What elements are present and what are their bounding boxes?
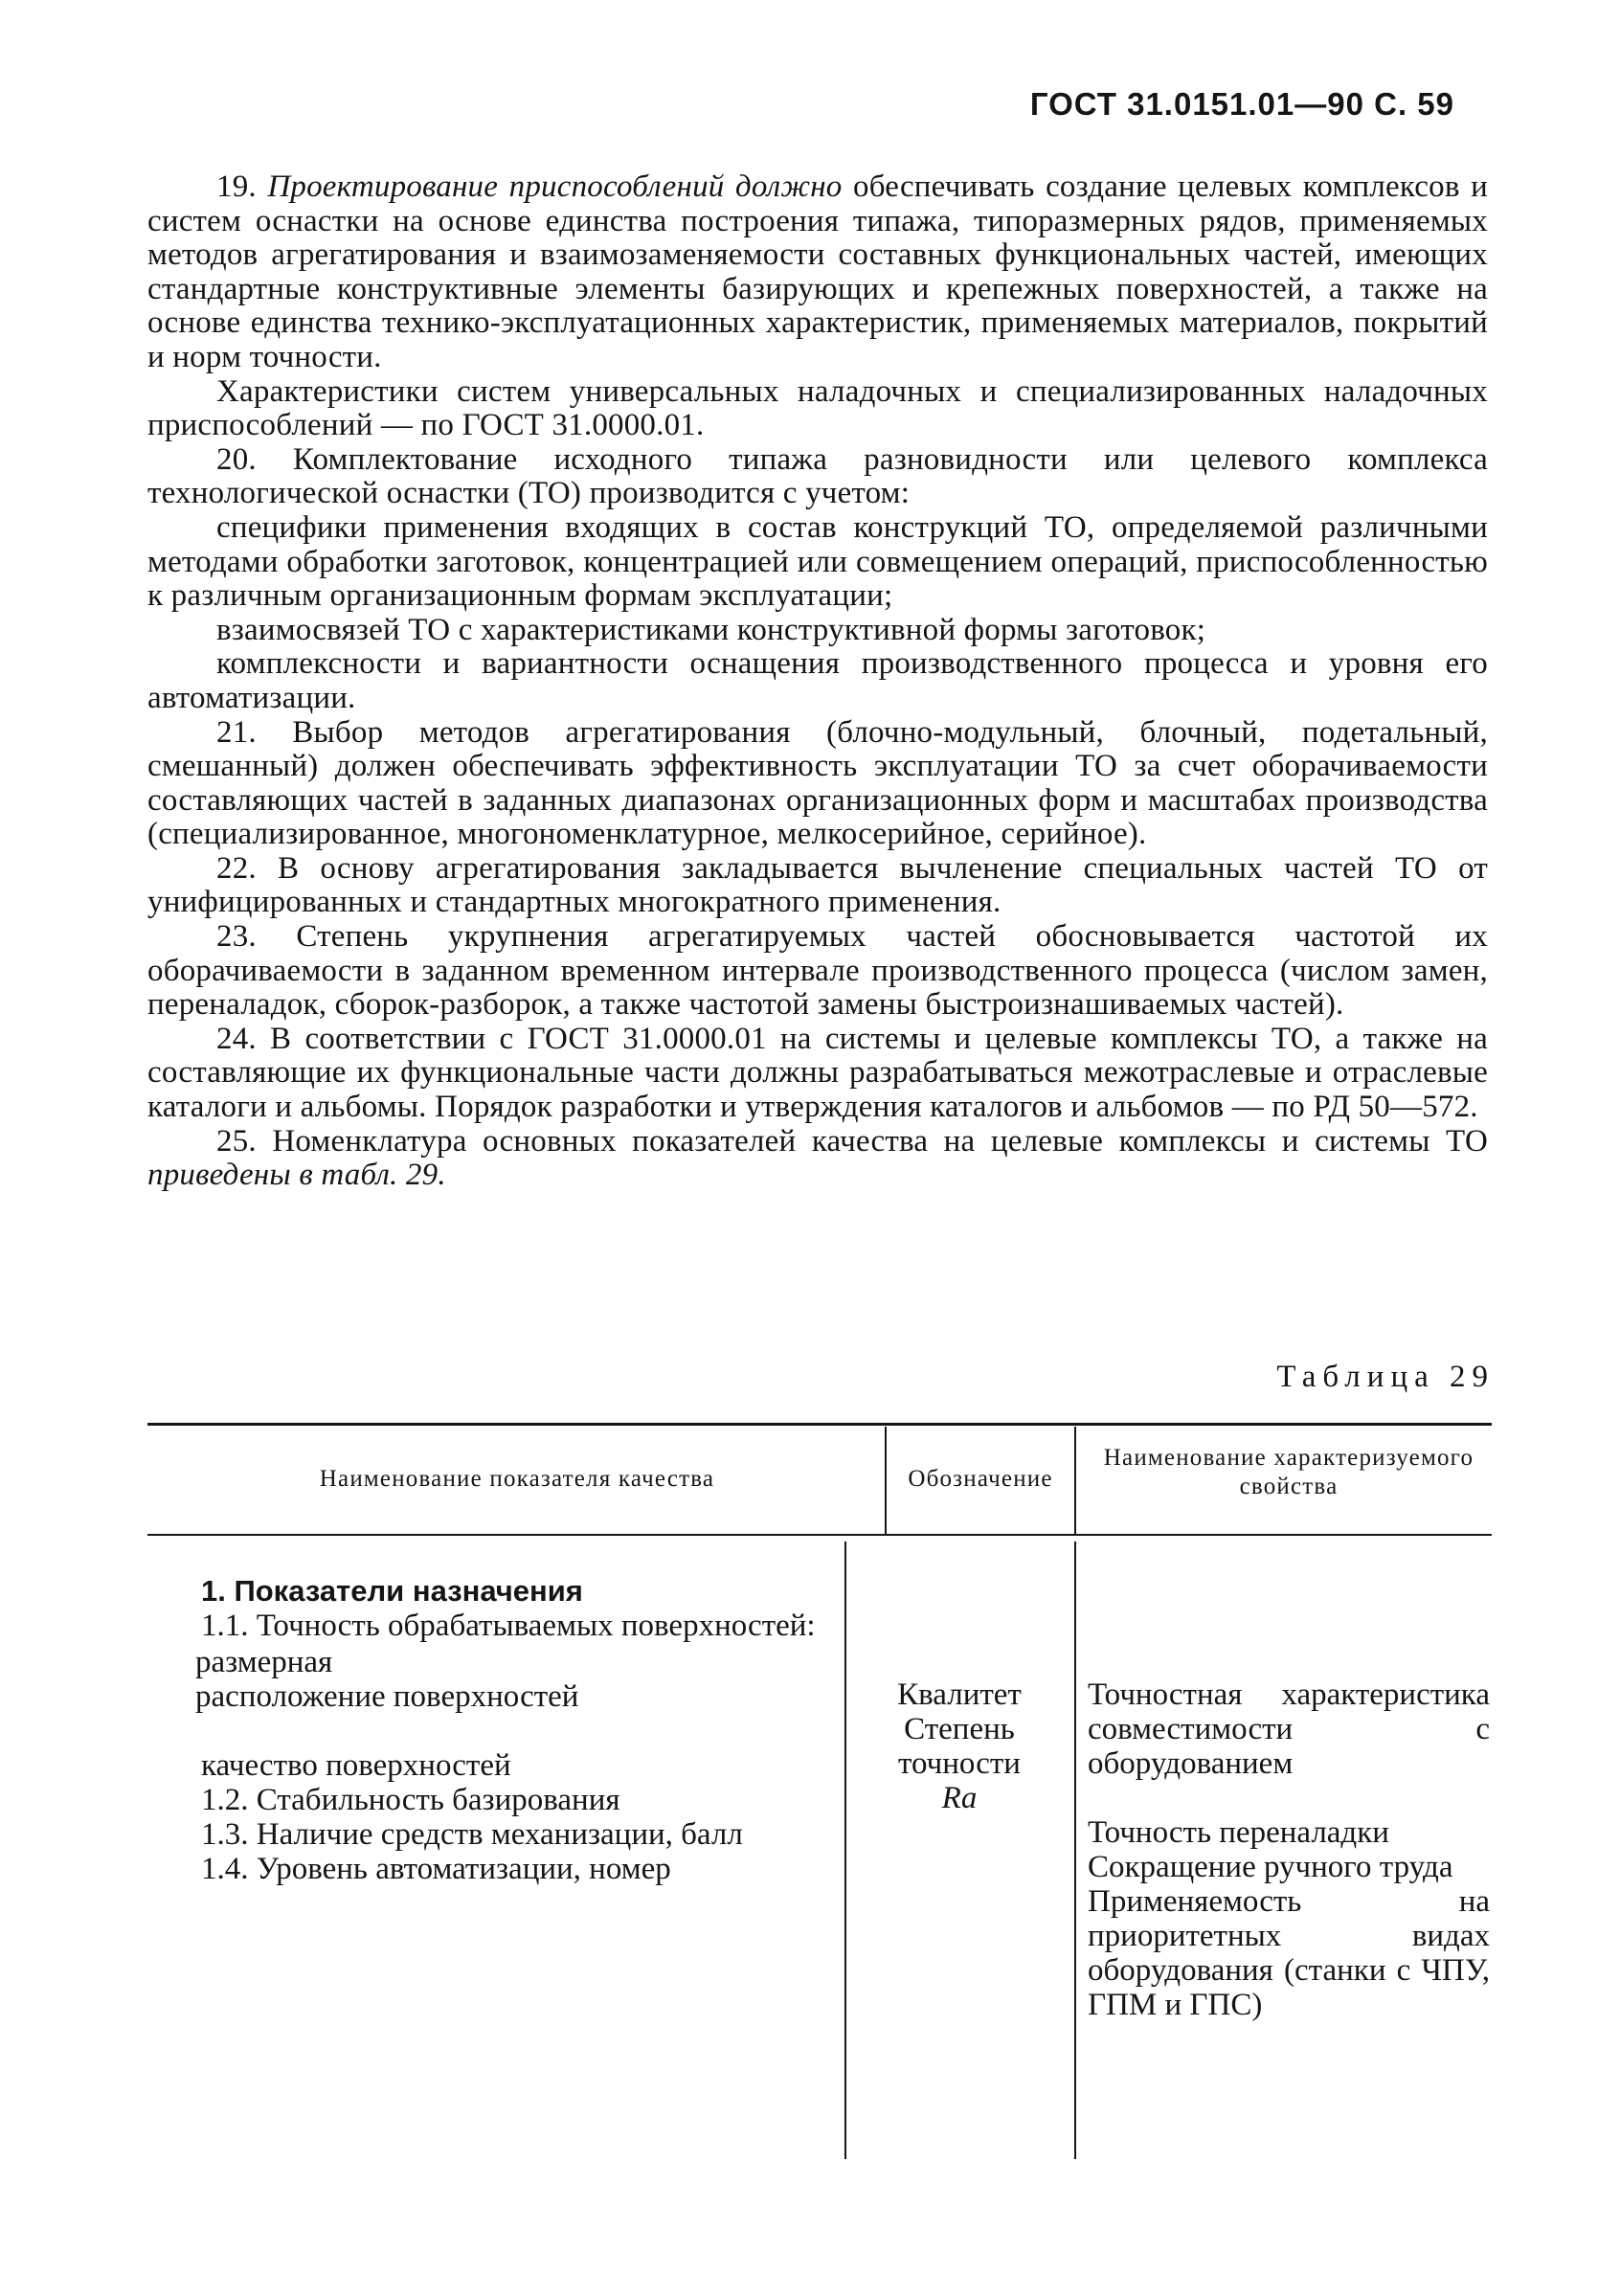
body-text [147,170,1488,1193]
row-1-3: 1.3. Наличие средств механизации, балл [201,1817,743,1852]
row-dimensional: размерная [195,1645,333,1679]
table-col-designation [846,1677,1072,1815]
row-1-2: 1.2. Стабильность базирования [201,1783,620,1817]
paragraph-20-item-1: специфики применения входящих в состав конструкций ТО, определяемой различными методами обработки заготовок, концентрацией или совмещением операций, приспособленностью к различным организационным формам эксплуатации; [147,509,1488,614]
page-header: ГОСТ 31.0151.01—90 С. 59 [1029,86,1454,122]
paragraph-25: 25. Номенклатура основных показателей качества на целевые комплексы и системы ТО приведены в табл. 29. [147,1123,1488,1193]
property-manual-labor-reduction: Сокращение ручного труда [1088,1850,1453,1884]
section-purpose-indicators: 1. Показатели назначения [201,1574,583,1608]
paragraph-23: 23. Степень укрупнения агрегатируемых частей обосновывается частотой их оборачиваемости в заданном временном интервале производственного процесса (числом замен, переналадок, сборок-разборок, а также частотой замены быстроизнашиваемых частей). [147,919,1488,1023]
p19-text: 19. Проектирование приспособлений должно обеспечивать создание целевых комплексов и систем оснастки на основе единства построения типажа, типоразмерных рядов, применяемых методов агрегатирования и взаимозаменяемости составных функциональных частей, имеющих стандартные конструктивные элементы базирующих и крепежных поверхностей, а также на основе единства технико-эксплуатационных характеристик, применяемых материалов, покрытий и норм точности. [147,169,1488,374]
table-caption: Таблица 29 [1276,1360,1495,1394]
table-header-property: Наименование характеризуемого свойства [1103,1445,1474,1499]
row-surface-location: расположение поверхностей [195,1679,579,1714]
table-col-divider-1-body [844,1542,846,2159]
paragraph-20: 20. Комплектование исходного типажа разновидности или целевого комплекса технологической оснастки (ТО) производится с учетом: [147,441,1488,511]
property-priority-equipment: Применяемость на приоритетных видах оборудования (станки с ЧПУ, ГПМ и ГПС) [1088,1884,1490,2022]
paragraph-19-characteristics: Характеристики систем универсальных наладочных и специализированных наладочных приспособлений — по ГОСТ 31.0000.01. [147,373,1488,443]
paragraph-21: 21. Выбор методов агрегатирования (блочно-модульный, блочный, подетальный, смешанный) должен обеспечивать эффективность эксплуатации ТО за счет оборачиваемости составляющих частей в заданных диапазонах организационных форм и масштабах производства (специализированное, многономенклатурное, мелкосерийное, серийное). [147,714,1488,852]
table-top-rule [147,1423,1492,1426]
table-header-quality-indicator: Наименование показателя качества [319,1466,715,1492]
table-col-property [1088,1677,1490,2022]
table-header-designation: Обозначение [908,1466,1053,1492]
designation-qualitet: Квалитет [897,1677,1022,1712]
property-changeover-accuracy: Точность переналадки [1088,1815,1389,1850]
designation-ra: Ra [941,1781,978,1815]
table-col-divider-2 [1074,1427,1076,1534]
designation-accuracy: точности [898,1746,1021,1781]
paragraph-19 [147,170,1488,375]
paragraph-20-item-2: взаимосвязей ТО с характеристиками конструктивной формы заготовок; [216,612,1206,647]
table-col-quality-indicator [147,1574,835,1886]
row-surface-quality: качество поверхностей [201,1748,511,1783]
designation-degree: Степень [904,1712,1015,1746]
row-1-4: 1.4. Уровень автоматизации, номер [201,1852,671,1886]
paragraph-22: 22. В основу агрегатирования закладывается вычленение специальных частей ТО от унифицированных и стандартных многократного применения. [147,850,1488,920]
row-1-1: 1.1. Точность обрабатываемых поверхностей: [201,1609,816,1643]
property-accuracy-compatibility: Точностная характеристика совместимости с оборудованием [1088,1677,1490,1781]
paragraph-20-item-3: комплексности и вариантности оснащения производственного процесса и уровня его автоматизации. [147,646,1488,715]
table-header-rule [147,1534,1492,1536]
paragraph-24: 24. В соответствии с ГОСТ 31.0000.01 на системы и целевые комплексы ТО, а также на составляющие их функциональные части должны разрабатываться межотраслевые и отраслевые каталоги и альбомы. Порядок разработки и утверждения каталогов и альбомов — по РД 50—572. [147,1021,1488,1125]
table-col-divider-2-body [1074,1542,1076,2159]
